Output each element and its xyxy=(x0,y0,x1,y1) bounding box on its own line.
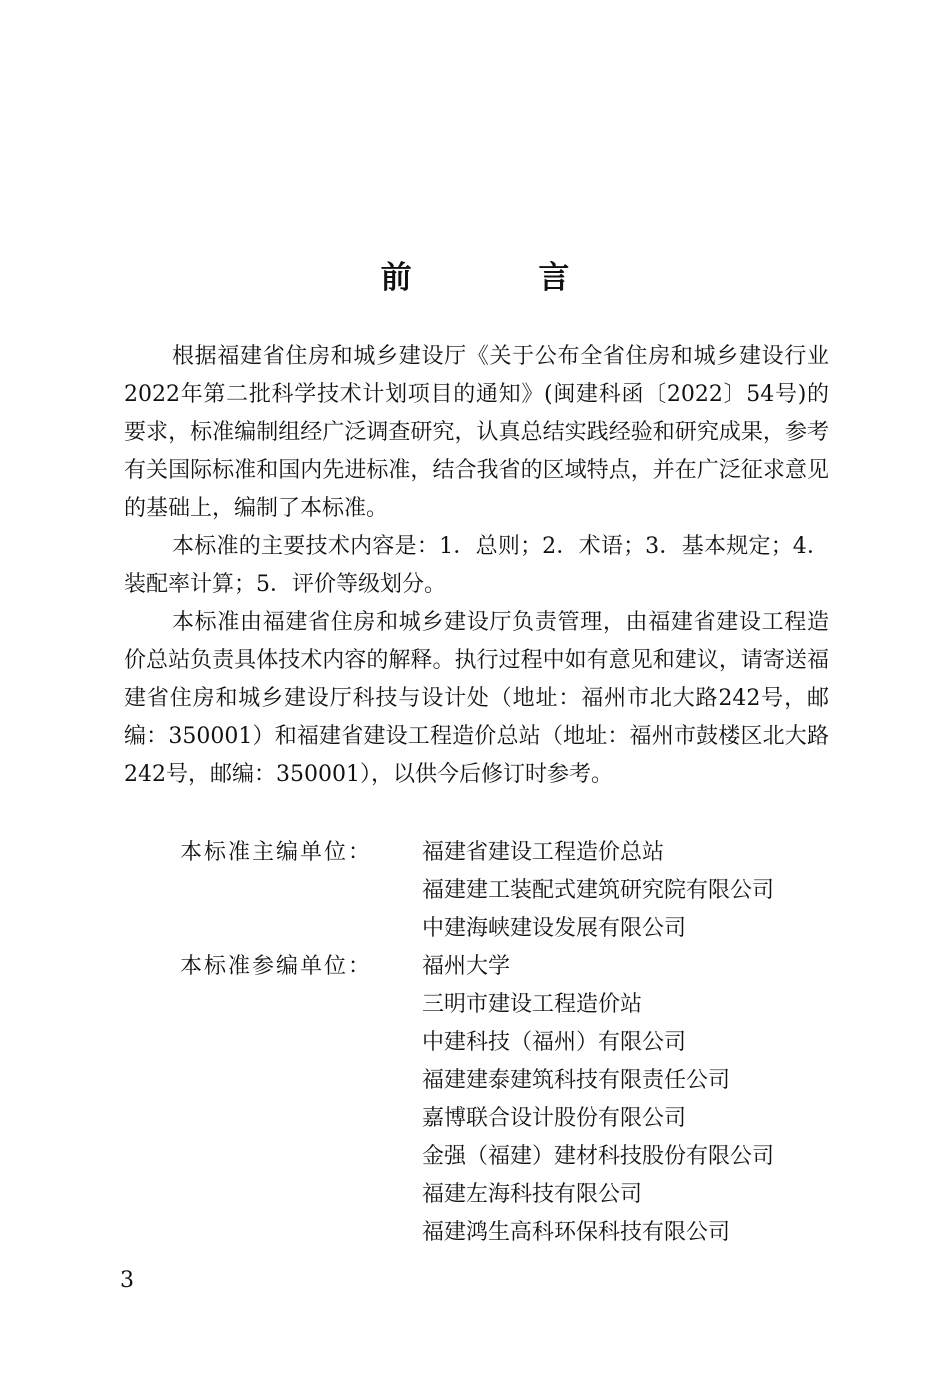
participating-editor-unit: 中建科技（福州）有限公司 xyxy=(422,1030,687,1055)
paragraph-basis: 根据福建省住房和城乡建设厅《关于公布全省住房和城乡建设行业2022年第二批科学技术计划项目的通知》(闽建科函〔2022〕54号)的要求，标准编制组经广泛调查研究，认真总结实践经验和研究成果，参考有关国际标准和国内先进标准，结合我省的区域特点，并在广泛征求意见的基础上，编制了本标准。 xyxy=(124,344,829,521)
participating-editor-unit: 福建建泰建筑科技有限责任公司 xyxy=(422,1068,731,1093)
participating-editor-list xyxy=(422,948,774,1252)
chief-editor-unit: 中建海峡建设发展有限公司 xyxy=(422,916,687,941)
chief-editor-unit: 福建省建设工程造价总站 xyxy=(422,840,665,865)
participating-editor-unit: 嘉博联合设计股份有限公司 xyxy=(422,1106,687,1131)
page-number: 3 xyxy=(120,1268,134,1293)
chief-editor-unit: 福建建工装配式建筑研究院有限公司 xyxy=(422,878,775,903)
participating-editor-unit: 三明市建设工程造价站 xyxy=(422,992,643,1017)
paragraph-content: 本标准的主要技术内容是：1．总则；2．术语；3．基本规定；4．装配率计算；5．评价等级划分。 xyxy=(124,534,829,597)
chief-editor-label: 本标准主编单位： xyxy=(180,840,373,865)
participating-editor-unit: 福州大学 xyxy=(422,954,511,979)
participating-editor-unit: 福建左海科技有限公司 xyxy=(422,1182,643,1207)
paragraph-management: 本标准由福建省住房和城乡建设厅负责管理，由福建省建设工程造价总站负责具体技术内容的解释。执行过程中如有意见和建议，请寄送福建省住房和城乡建设厅科技与设计处（地址：福州市北大路242号，邮编：350001）和福建省建设工程造价总站（地址：福州市鼓楼区北大路242号，邮编：350001），以供今后修订时参考。 xyxy=(124,610,829,787)
page-title: 前 言 xyxy=(380,260,628,296)
chief-editor-list xyxy=(422,834,774,948)
participating-editor-unit: 福建鸿生高科环保科技有限公司 xyxy=(422,1220,731,1245)
participating-editor-unit: 金强（福建）建材科技股份有限公司 xyxy=(422,1144,775,1169)
participating-editor-label: 本标准参编单位： xyxy=(180,954,373,979)
